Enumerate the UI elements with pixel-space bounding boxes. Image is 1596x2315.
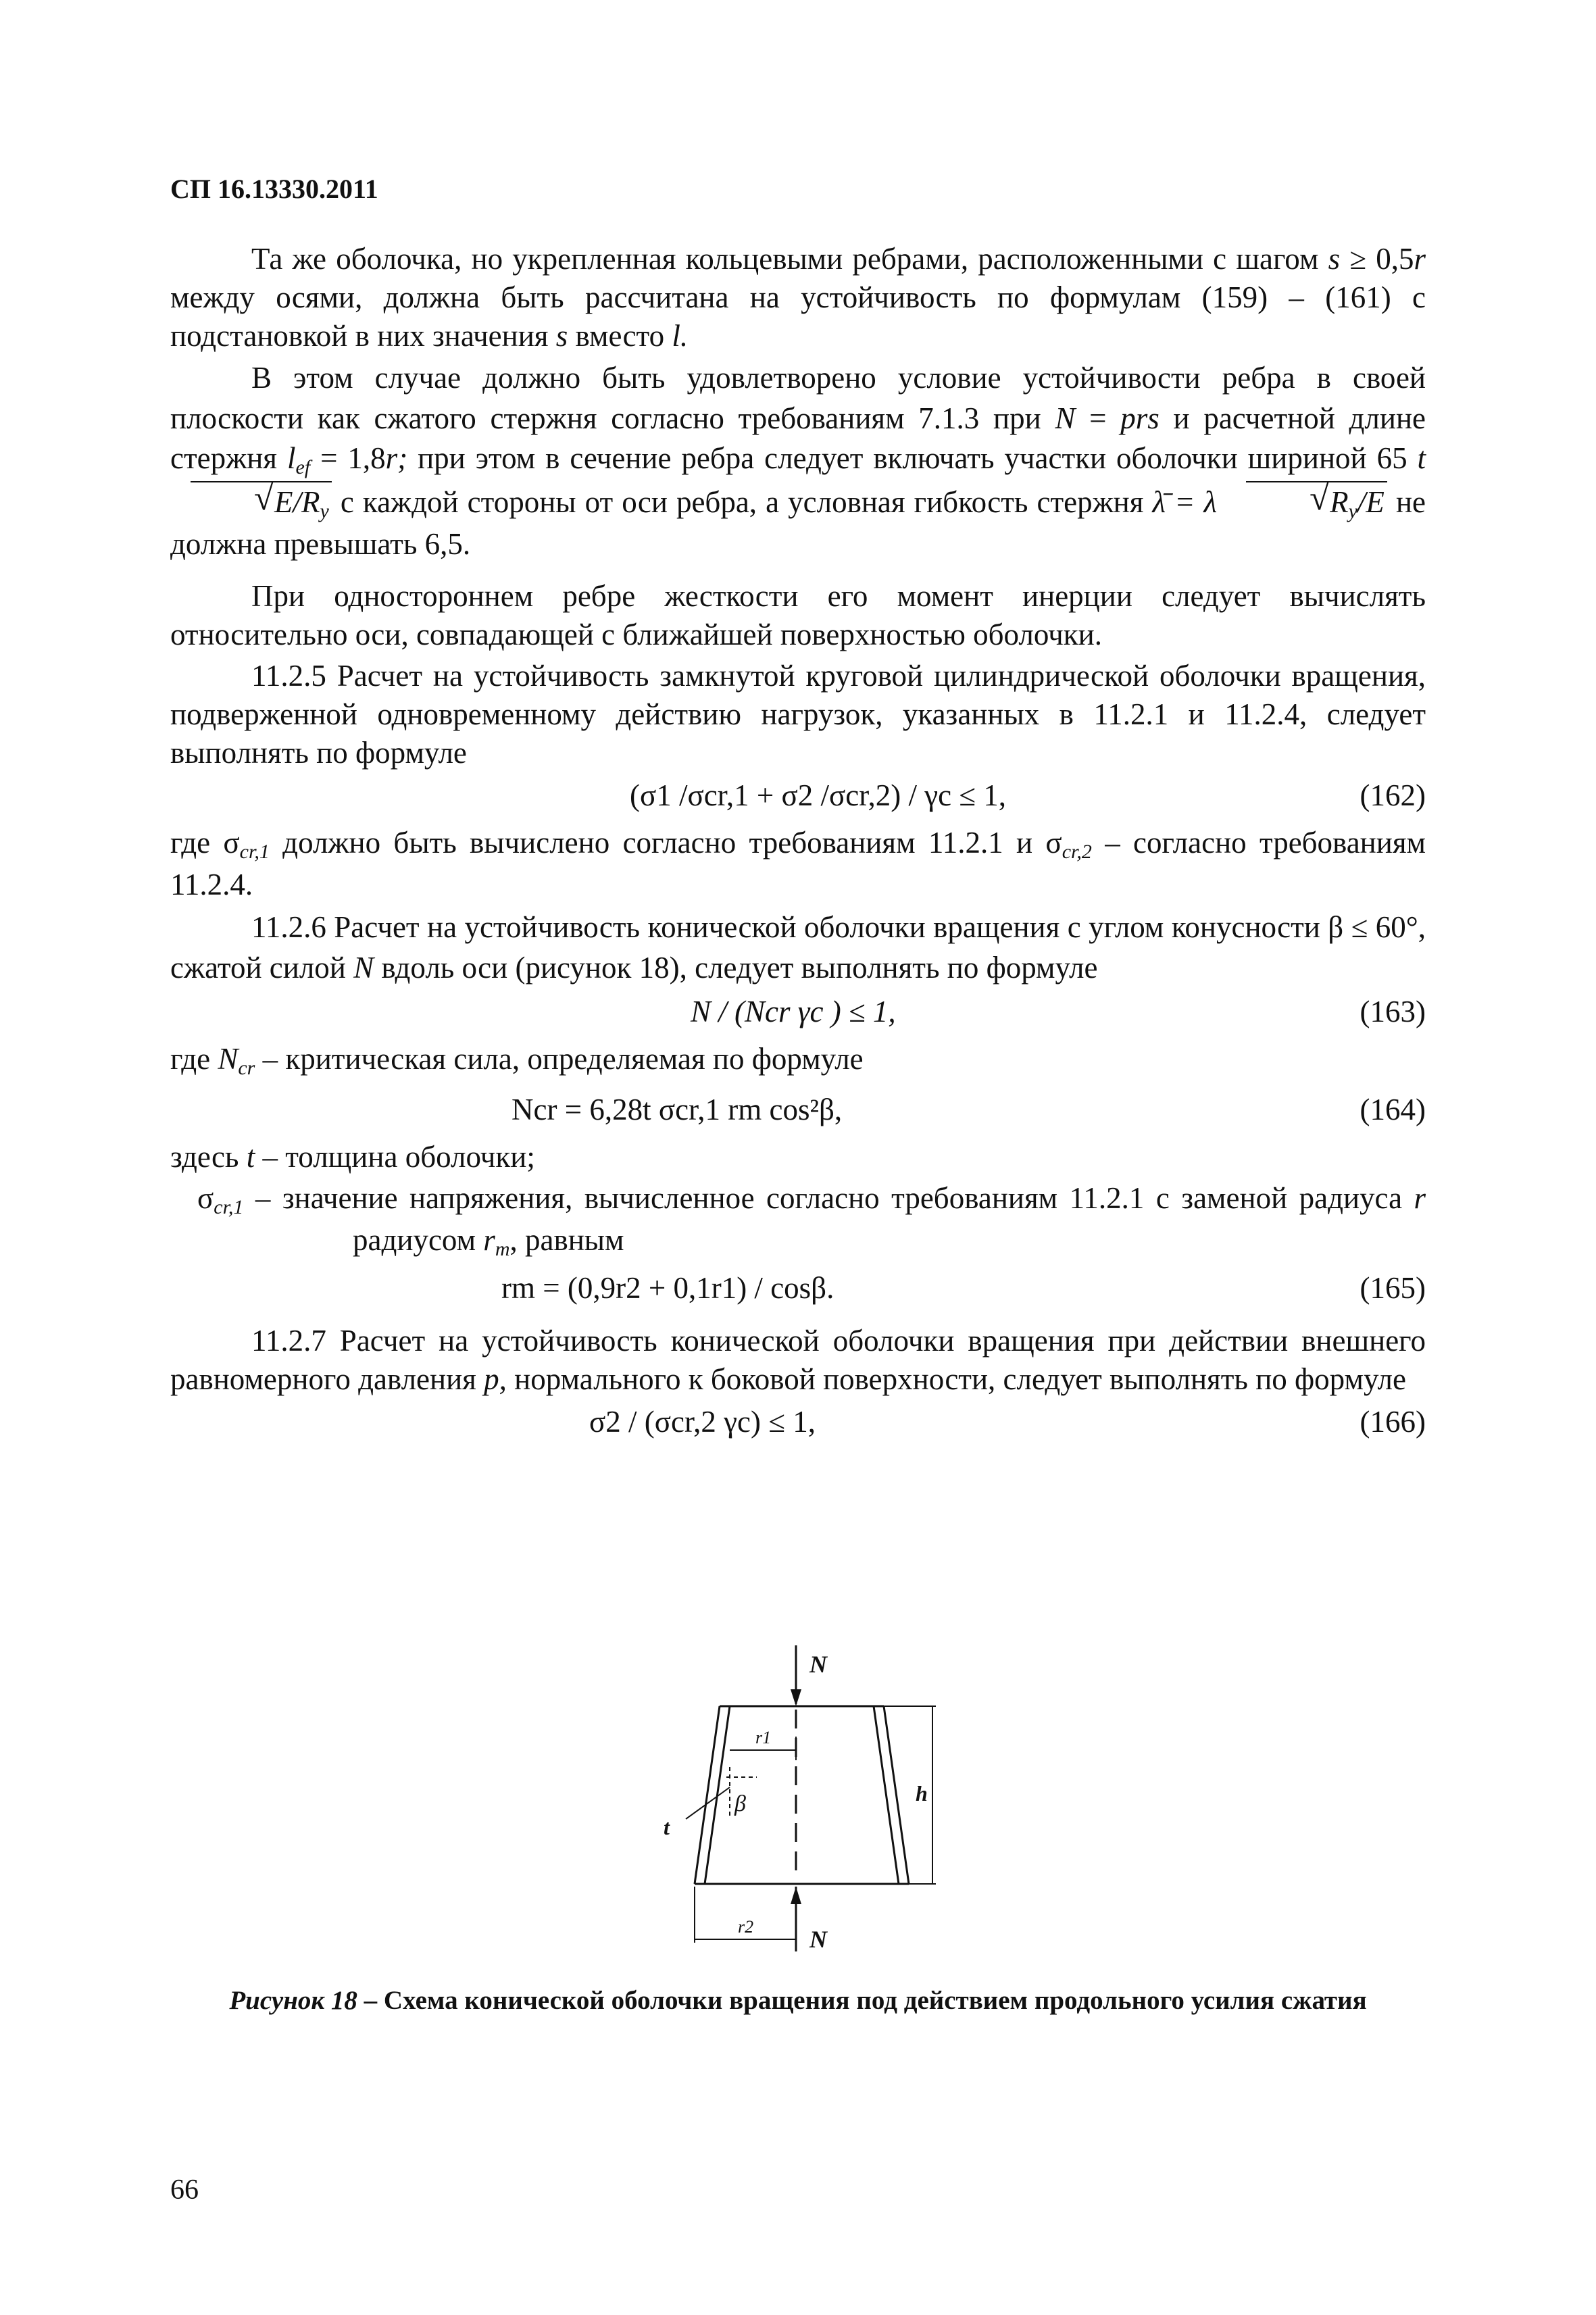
- figure-caption: [170, 1983, 1426, 2019]
- shell-left-wall-outer: [695, 1706, 720, 1884]
- paragraph-11-2-7: 11.2.7 Расчет на устойчивость конической оболочки вращения при действии внешнего равномерного давления p, нормального к боковой поверхности, следует выполнять по формуле: [170, 1323, 1426, 1396]
- paragraph-11-2-6: 11.2.6 Расчет на устойчивость конической оболочки вращения с углом конусности β ≤ 60°, сжатой силой N вдоль оси (рисунок 18), следует выполнять по формуле: [170, 910, 1426, 985]
- label-t: t: [664, 1815, 670, 1839]
- label-h: h: [916, 1781, 928, 1806]
- label-n-bottom: N: [809, 1926, 827, 1953]
- formula-165: rm = (0,9r2 + 0,1r1) / cosβ. (165): [501, 1270, 1426, 1305]
- label-r2: r2: [738, 1917, 754, 1937]
- formula-162: (σ1 /σcr,1 + σ2 /σcr,2) / γc ≤ 1, (162): [630, 778, 1426, 813]
- figure-caption-prefix: Рисунок 18: [229, 1986, 357, 2015]
- label-beta: β: [734, 1791, 746, 1816]
- paragraph-where-sigma: где $\sigma_{cr,1}$ должно быть вычислено согласно требованиям 11.2.1 и $\sigma_{cr,2}$ – согласно требованиям 11.2.4.: [170, 826, 1426, 901]
- label-n-top: N: [809, 1651, 827, 1678]
- page-number: 66: [170, 2174, 199, 2206]
- formula-166: σ2 / (σcr,2 γc) ≤ 1, (166): [589, 1404, 1426, 1439]
- label-r1: r1: [755, 1728, 772, 1747]
- figure-caption-text: – Схема конической оболочки вращения под действием продольного усилия сжатия: [357, 1986, 1367, 2015]
- paragraph-11-2-5: 11.2.5 Расчет на устойчивость замкнутой круговой цилиндрической оболочки вращения, подверженной одновременному действию нагрузок, указанных в 11.2.1 и 11.2.4, следует выполнять по формуле: [170, 659, 1426, 770]
- body-text: [170, 240, 1426, 1450]
- formula-164: Ncr = 6,28t σcr,1 rm cos²β, (164): [512, 1093, 1426, 1127]
- shell-left-wall-inner: [705, 1706, 730, 1884]
- document-code: СП 16.13330.2011: [170, 174, 378, 204]
- paragraph-where-ncr: где $N_{cr}$ – критическая сила, определяемая по формуле: [170, 1042, 864, 1080]
- paragraph-ribbed-shell: Та же оболочка, но укрепленная кольцевыми ребрами, расположенными с шагом s ≥ 0,5r между осями, должна быть рассчитана на устойчивость по формулам (159) – (161) с подстановкой в них значения s вместо l.: [170, 242, 1426, 353]
- paragraph-rib-stability: В этом случае должно быть удовлетворено условие устойчивости ребра в своей плоскости как сжатого стержня согласно требованиям 7.1.3 при N = prs и расчетной длине стержня $l_{ef} = 1,8r$; при этом в сечение ребра следует включать участки оболочки шириной 65 t √ $E/R_y$ с каждой стороны от оси ребра, а условная гибкость стержня λ̄ = λ √ $R_y/E$ не должна превышать 6,5.: [170, 358, 1426, 564]
- conical-shell-figure: [635, 1642, 959, 1960]
- paragraph-here-t: здесь t – толщина оболочки;: [170, 1140, 535, 1174]
- formula-163: N / (Ncr γc ) ≤ 1, (163): [691, 995, 1426, 1029]
- paragraph-one-sided-rib: При одностороннем ребре жесткости его момент инерции следует вычислять относительно оси, совпадающей с ближайшей поверхностью оболочки.: [170, 578, 1426, 651]
- shell-right-wall-inner: [874, 1706, 899, 1884]
- paragraph-sigma-cr1: $\sigma_{cr,1}$ – значение напряжения, вычисленное согласно требованиям 11.2.1 с заменой радиуса r радиусом $r_m$, равным: [197, 1181, 1426, 1260]
- shell-right-wall-outer: [884, 1706, 909, 1884]
